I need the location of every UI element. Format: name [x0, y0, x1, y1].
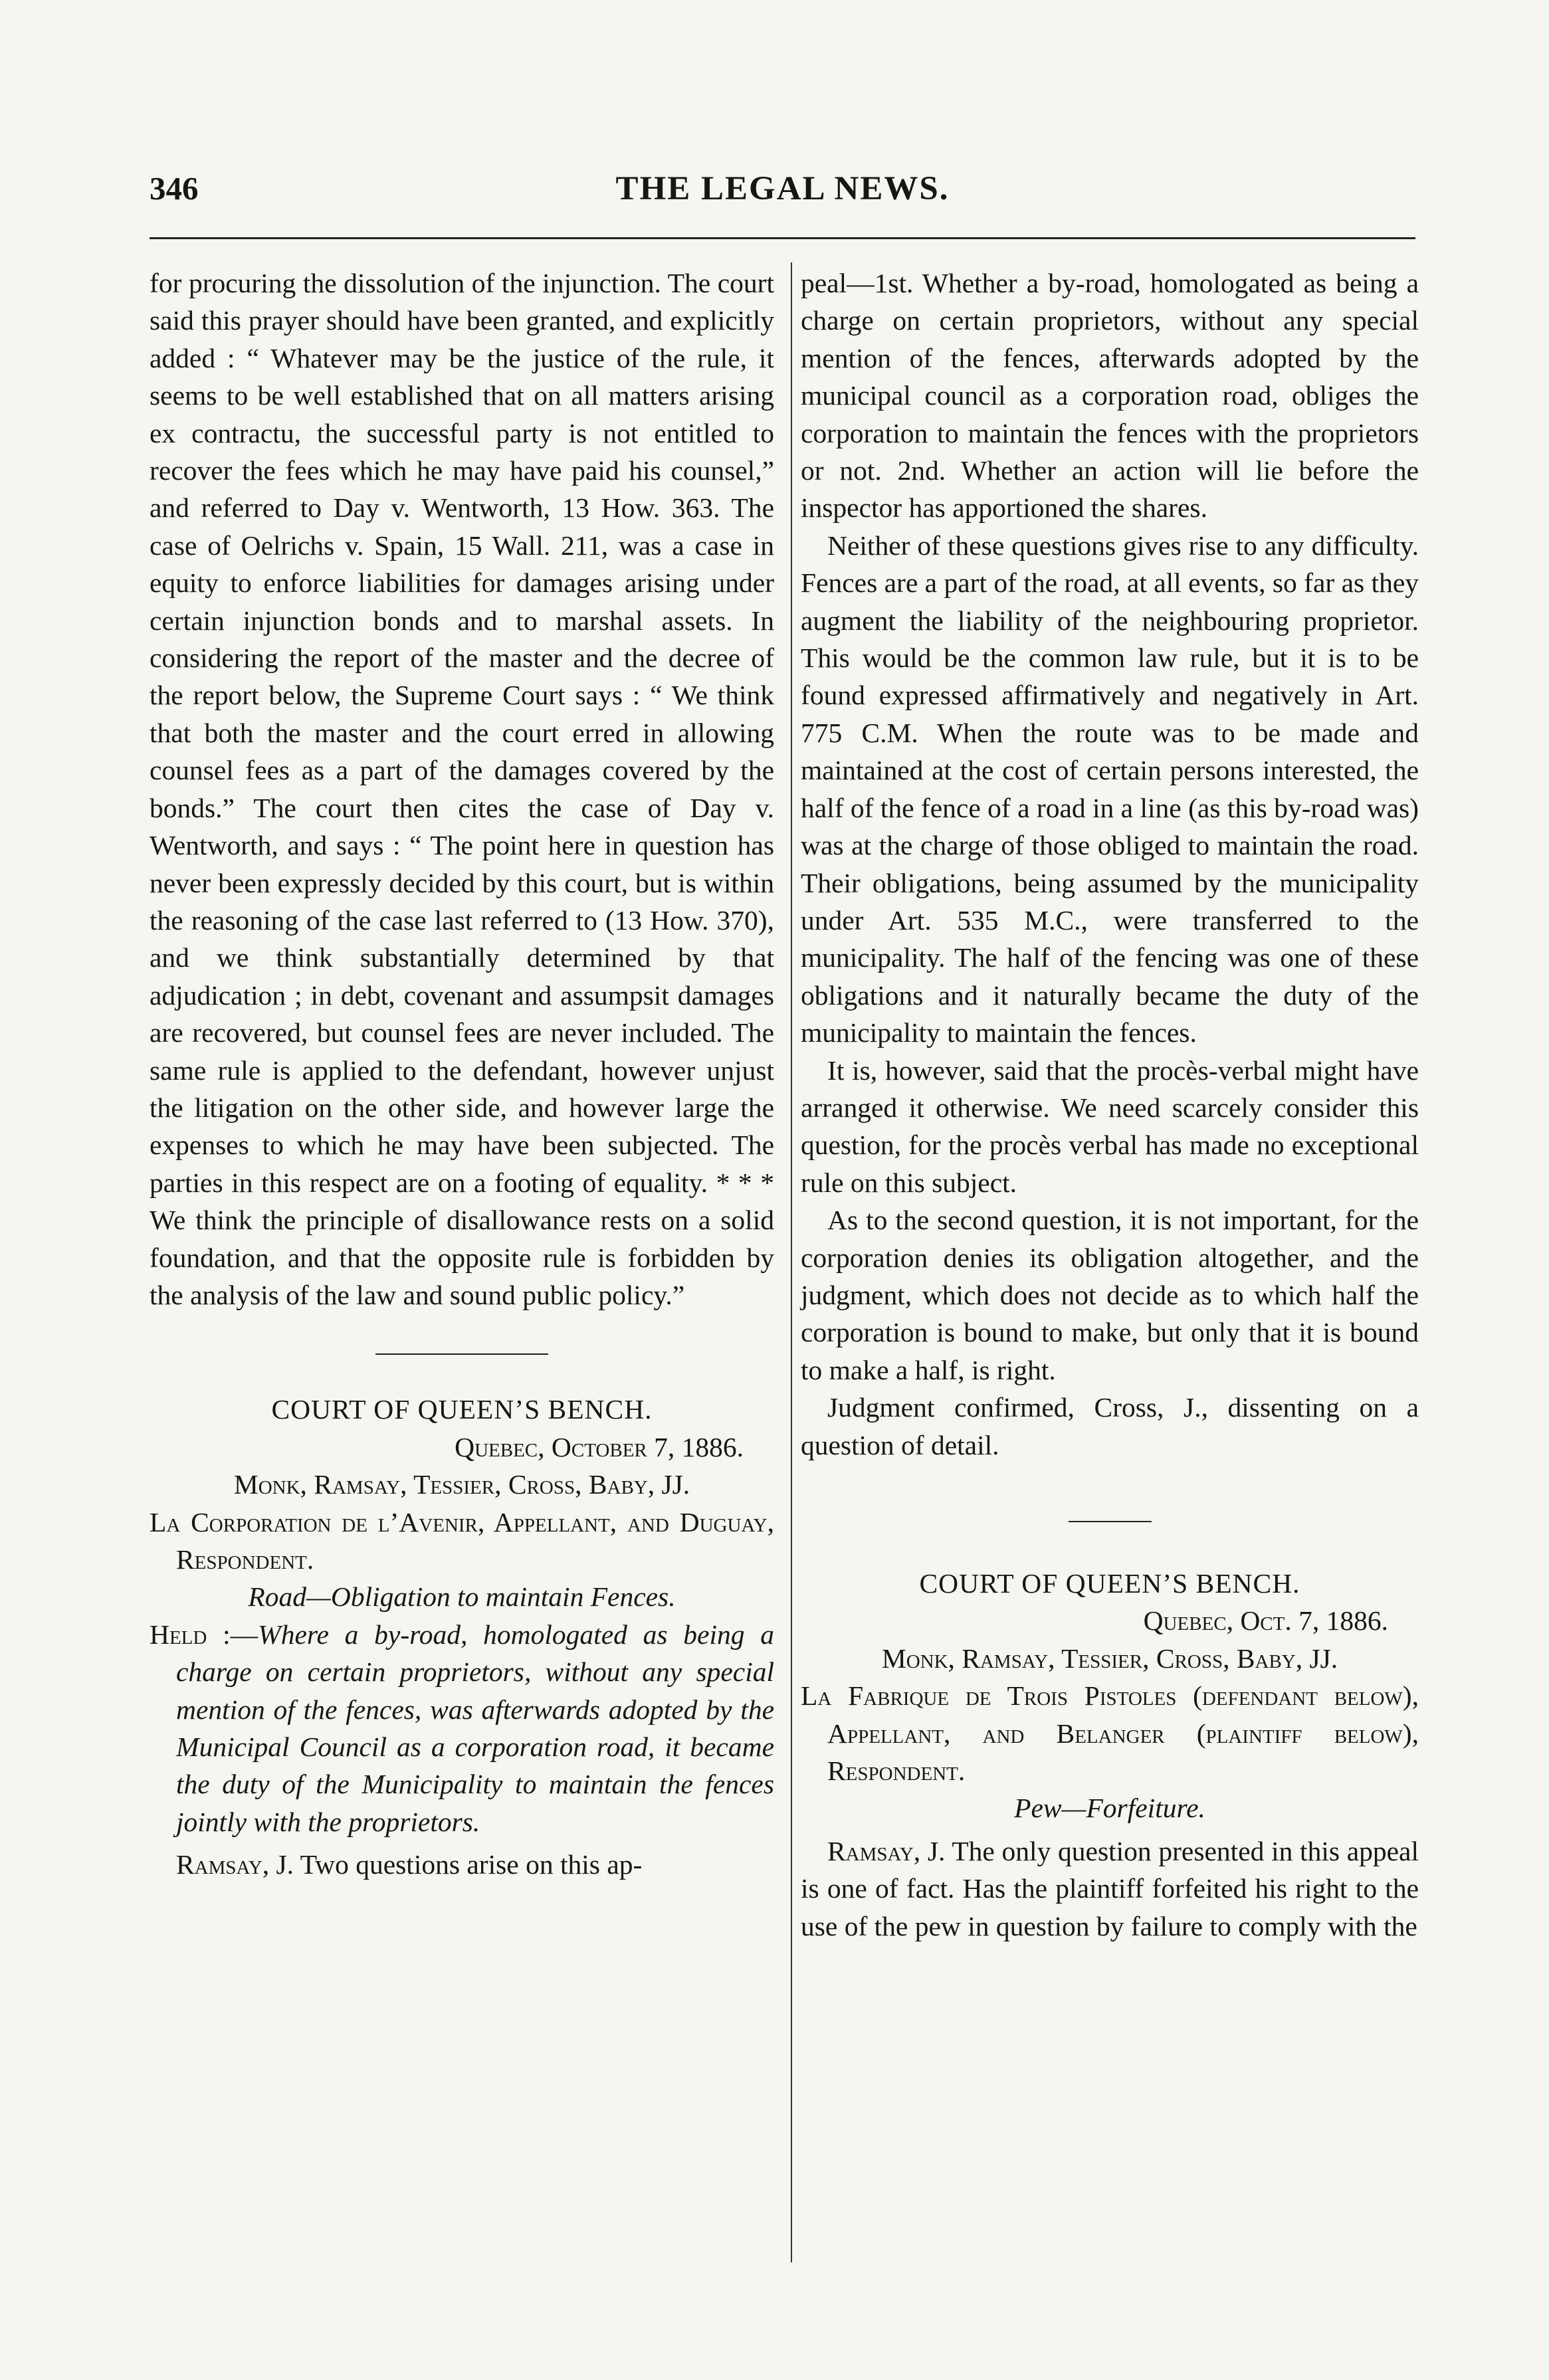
- spacer: [801, 1827, 1419, 1833]
- right-column: [801, 264, 1419, 1945]
- opinion-text: Two questions arise on this ap-: [300, 1849, 643, 1880]
- case-judges: Monk, Ramsay, Tessier, Cross, Baby, JJ.: [233, 1469, 690, 1500]
- page-number: 346: [150, 170, 199, 207]
- section-rule: [375, 1353, 548, 1355]
- header-rule: [150, 237, 1415, 239]
- body-paragraph: It is, however, said that the procès-verbal might have arranged it otherwise. We need scarcely consider this question, for the procès verbal has made no exceptional rule on this subject.: [801, 1054, 1419, 1198]
- column-divider: [791, 262, 792, 2262]
- held-text: Where a by-road, homologated as being a charge on certain proprietors, without any special mention of the fences, was afterwards adopted by the Municipal Council as a corporation road, it became the duty of the Municipality to maintain the fences jointly with the proprietors.: [176, 1619, 775, 1837]
- case-parties: La Fabrique de Trois Pistoles (defendant below), Appellant, and Belanger (plaintiff below), Respondent.: [801, 1680, 1419, 1787]
- spacer: [150, 1840, 774, 1846]
- opinion-paragraph: [150, 1846, 774, 1883]
- case-parties: La Corporation de l’Avenir, Appellant, and Duguay, Respondent.: [150, 1506, 774, 1575]
- running-title: THE LEGAL NEWS.: [615, 170, 950, 207]
- held-label: Held :—: [150, 1619, 258, 1650]
- page-header: [150, 169, 1415, 216]
- left-column: [150, 264, 774, 1884]
- case-subject: Road—Obligation to maintain Fences.: [248, 1581, 676, 1613]
- section-rule: [1069, 1521, 1152, 1522]
- case-dateline: Quebec, October 7, 1886.: [455, 1431, 744, 1462]
- case-judges: Monk, Ramsay, Tessier, Cross, Baby, JJ.: [881, 1642, 1338, 1674]
- body-paragraph: for procuring the dissolution of the injunction. The court said this prayer should have been granted, and explicitly added : “ Whatever may be the justice of the rule, it seems to be well established that on all matters arising ex contractu, the successful party is not entitled to recover the fees which he may have paid his counsel,” and referred to Day v. Wentworth, 13 How. 363. The case of Oelrichs v. Spain, 15 Wall. 211, was a case in equity to enforce liabilities for damages arising under certain injunction bonds and to marshal assets. In considering the report of the master and the decree of the report below, the Supreme Court says : “ We think that both the master and the court erred in allowing counsel fees as a part of the damages covered by the bonds.” The court then cites the case of Day v. Wentworth, and says : “ The point here in question has never been expressly decided by this court, but is within the reasoning of the case last referred to (13 How. 370), and we think substantially determined by that adjudication ; in debt, covenant and assumpsit damages are recovered, but counsel fees are never included. The same rule is applied to the defendant, however unjust the litigation on the other side, and however large the expenses to which he may have been subjected. The parties in this respect are on a footing of equality. * * * We think the principle of disallowance rests on a solid foundation, and that the opposite rule is forbidden by the analysis of the law and sound public policy.”: [150, 268, 774, 1310]
- opinion-paragraph: [801, 1833, 1419, 1945]
- body-paragraph: peal—1st. Whether a by-road, homologated as being a charge on certain proprietors, without any special mention of the fences, afterwards adopted by the municipal council as a corporation road, obliges the corporation to maintain the fences with the proprietors or not. 2nd. Whether an action will lie before the inspector has apportioned the shares.: [801, 268, 1419, 524]
- case-headnote: [150, 1616, 774, 1840]
- body-paragraph: Judgment confirmed, Cross, J., dissenting on a question of detail.: [801, 1392, 1419, 1460]
- opinion-judge: Ramsay, J.: [176, 1849, 294, 1880]
- body-paragraph: As to the second question, it is not important, for the corporation denies its obligation altogether, and the judgment, which does not decide as to which half the corporation is bound to make, but only that it is bound to make a half, is right.: [801, 1205, 1419, 1385]
- opinion-judge: Ramsay, J.: [827, 1835, 946, 1866]
- case-subject: Pew—Forfeiture.: [1014, 1793, 1205, 1824]
- opinion-text: The only question presented in this appeal is one of fact. Has the plaintiff forfeited his right to the use of the pew in question by failure to comply with the: [801, 1835, 1419, 1941]
- court-heading: COURT OF QUEEN’S BENCH.: [919, 1568, 1300, 1599]
- court-heading: COURT OF QUEEN’S BENCH.: [271, 1394, 653, 1425]
- case-dateline: Quebec, Oct. 7, 1886.: [1143, 1605, 1388, 1636]
- body-paragraph: Neither of these questions gives rise to any difficulty. Fences are a part of the road, at all events, so far as they augment the liability of the neighbouring proprietor. This would be the common law rule, but it is to be found expressed affirmatively and negatively in Art. 775 C.M. When the route was to be made and maintained at the cost of certain persons interested, the half of the fence of a road in a line (as this by-road was) was at the charge of those obliged to maintain the road. Their obligations, being assumed by the municipality under Art. 535 M.C., were transferred to the municipality. The half of the fencing was one of these obligations and it naturally became the duty of the municipality to maintain the fences.: [801, 530, 1419, 1048]
